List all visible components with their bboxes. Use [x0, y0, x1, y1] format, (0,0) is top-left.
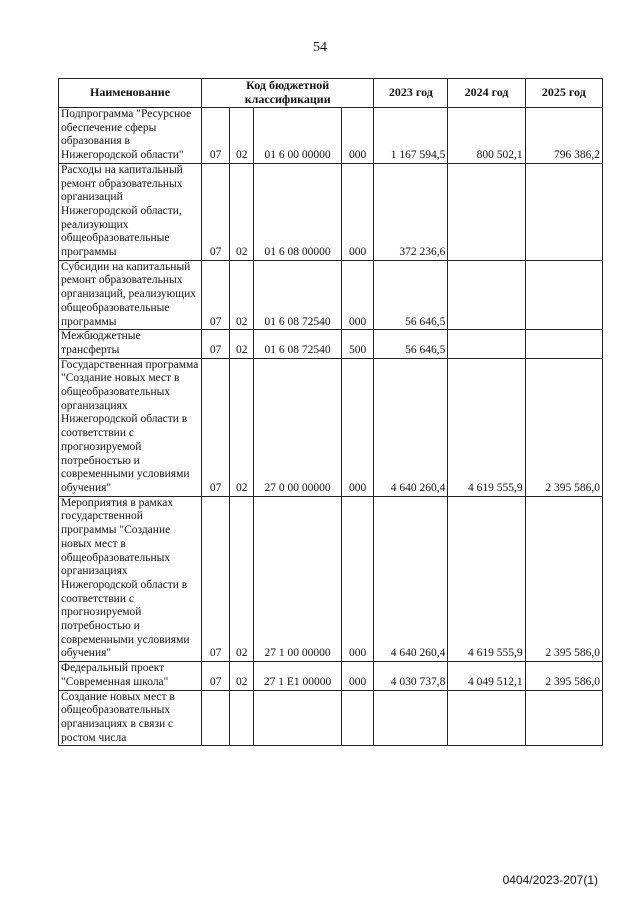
row-2025 [525, 330, 602, 358]
header-row [59, 79, 603, 108]
row-name: Государственная программа "Создание новых мест в общеобразовательных организациях Нижегородской области в соответствии с прогнозируемой потребностью и современными условиями обучения" [59, 358, 202, 496]
row-name: Федеральный проект "Современная школа" [59, 662, 202, 690]
row-subsection: 02 [230, 108, 254, 164]
row-section: 07 [202, 260, 230, 330]
row-2024: 4 619 555,9 [448, 496, 525, 661]
header-name: Наименование [59, 79, 202, 108]
row-2023: 56 646,5 [374, 330, 448, 358]
row-2024 [448, 330, 525, 358]
page-number: 54 [313, 40, 327, 55]
row-subsection: 02 [230, 358, 254, 496]
row-target-code: 01 6 00 00000 [254, 108, 342, 164]
row-subsection: 02 [230, 496, 254, 661]
row-name: Межбюджетные трансферты [59, 330, 202, 358]
row-expense-type: 000 [341, 662, 373, 690]
budget-table [58, 78, 603, 746]
row-subsection: 02 [230, 662, 254, 690]
row-2024: 4 049 512,1 [448, 662, 525, 690]
row-2024 [448, 260, 525, 330]
row-target-code [254, 690, 342, 746]
row-expense-type: 000 [341, 260, 373, 330]
row-expense-type: 000 [341, 163, 373, 260]
row-section: 07 [202, 108, 230, 164]
table-row [59, 163, 603, 260]
table-row [59, 662, 603, 690]
row-section: 07 [202, 330, 230, 358]
row-2025 [525, 260, 602, 330]
row-target-code: 27 1 E1 00000 [254, 662, 342, 690]
row-section: 07 [202, 163, 230, 260]
row-target-code: 01 6 08 72540 [254, 330, 342, 358]
header-2024: 2024 год [448, 79, 525, 108]
row-target-code: 01 6 08 72540 [254, 260, 342, 330]
row-2023: 4 640 260,4 [374, 496, 448, 661]
row-subsection: 02 [230, 330, 254, 358]
row-section [202, 690, 230, 746]
row-2023: 4 030 737,8 [374, 662, 448, 690]
row-target-code: 01 6 08 00000 [254, 163, 342, 260]
row-2023: 56 646,5 [374, 260, 448, 330]
row-2025: 796 386,2 [525, 108, 602, 164]
row-2024: 800 502,1 [448, 108, 525, 164]
row-2025: 2 395 586,0 [525, 662, 602, 690]
row-target-code: 27 1 00 00000 [254, 496, 342, 661]
row-expense-type [341, 690, 373, 746]
row-2025: 2 395 586,0 [525, 358, 602, 496]
row-name: Создание новых мест в общеобразовательных организациях в связи с ростом числа [59, 690, 202, 746]
document-footer-code: 0404/2023-207(1) [502, 873, 598, 887]
table-row [59, 260, 603, 330]
table-row [59, 496, 603, 661]
row-2024 [448, 690, 525, 746]
row-subsection: 02 [230, 260, 254, 330]
header-2023: 2023 год [374, 79, 448, 108]
row-section: 07 [202, 358, 230, 496]
row-2024 [448, 163, 525, 260]
header-code: Код бюджетной классификации [202, 79, 374, 108]
row-2023: 1 167 594,5 [374, 108, 448, 164]
row-2023: 372 236,6 [374, 163, 448, 260]
table-row [59, 690, 603, 746]
table-row [59, 358, 603, 496]
row-expense-type: 000 [341, 108, 373, 164]
table-row [59, 330, 603, 358]
table-row [59, 108, 603, 164]
row-expense-type: 000 [341, 496, 373, 661]
row-section: 07 [202, 496, 230, 661]
row-2023: 4 640 260,4 [374, 358, 448, 496]
row-expense-type: 500 [341, 330, 373, 358]
row-section: 07 [202, 662, 230, 690]
row-name: Субсидии на капитальный ремонт образовательных организаций, реализующих общеобразовательные программы [59, 260, 202, 330]
row-2025: 2 395 586,0 [525, 496, 602, 661]
row-name: Расходы на капитальный ремонт образовательных организаций Нижегородской области, реализующих общеобразовательные программы [59, 163, 202, 260]
row-2025 [525, 163, 602, 260]
row-2024: 4 619 555,9 [448, 358, 525, 496]
row-name: Мероприятия в рамках государственной программы "Создание новых мест в общеобразовательных организациях Нижегородской области в соответствии с прогнозируемой потребностью и современными условиями обучения" [59, 496, 202, 661]
row-2025 [525, 690, 602, 746]
row-target-code: 27 0 00 00000 [254, 358, 342, 496]
row-2023 [374, 690, 448, 746]
header-2025: 2025 год [525, 79, 602, 108]
row-subsection [230, 690, 254, 746]
row-subsection: 02 [230, 163, 254, 260]
row-expense-type: 000 [341, 358, 373, 496]
row-name: Подпрограмма "Ресурсное обеспечение сферы образования в Нижегородской области" [59, 108, 202, 164]
